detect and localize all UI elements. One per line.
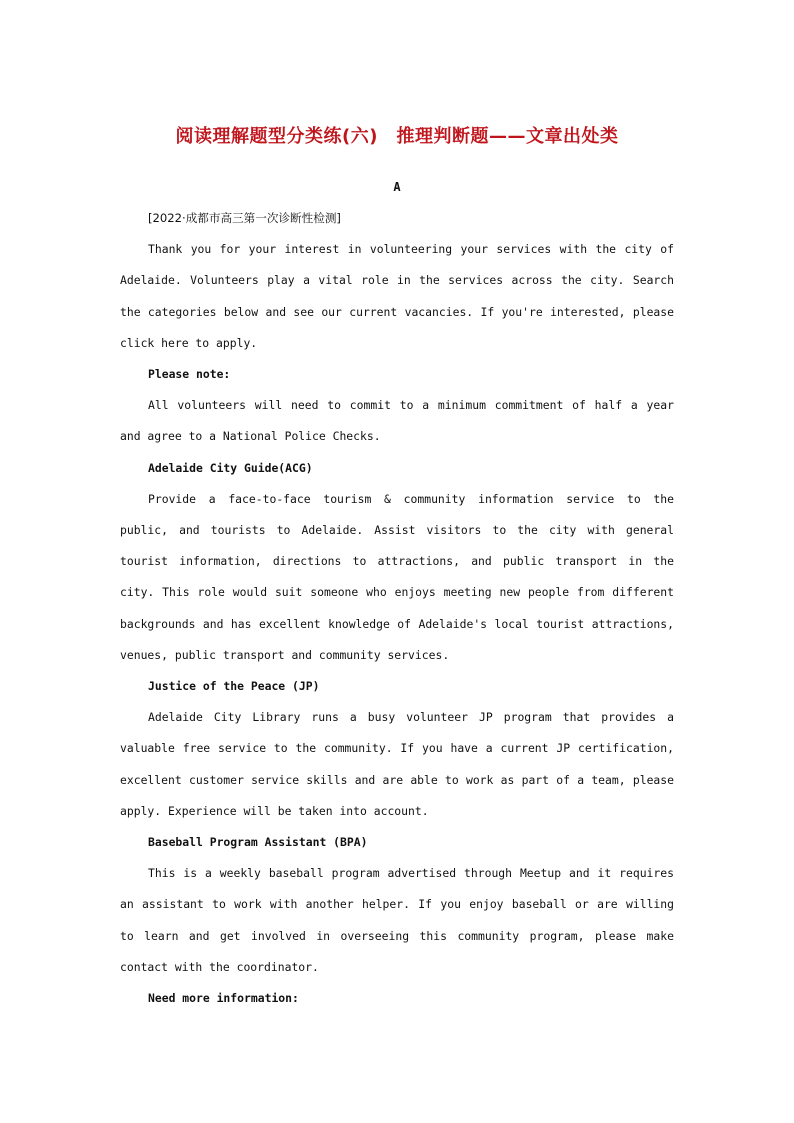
acg-heading: Adelaide City Guide(ACG) — [148, 460, 313, 475]
bpa-paragraph: This is a weekly baseball program advertised through Meetup and it requires an assistant to work with another helper. If you enjoy baseball or are willing to learn and get involved in overseeing this community program, please make contact with the coordinator. — [120, 866, 674, 974]
document-title: 阅读理解题型分类练(六) 推理判断题——文章出处类 — [175, 126, 619, 147]
acg-paragraph: Provide a face-to-face tourism & community information service to the public, and tourists to Adelaide. Assist visitors to the city with general tourist information, directions to attractions, and public transport in the city. This role would suit someone who enjoys meeting new people from different backgrounds and has excellent knowledge of Adelaide's local tourist attractions, venues, public transport and community services. — [120, 491, 674, 662]
bpa-heading: Baseball Program Assistant (BPA) — [148, 835, 368, 850]
jp-heading: Justice of the Peace (JP) — [148, 679, 320, 694]
section-letter: A — [393, 180, 401, 194]
passage-body — [120, 203, 674, 1014]
more-info-heading: Need more information: — [148, 991, 299, 1006]
note-paragraph: All volunteers will need to commit to a minimum commitment of half a year and agree to a National Police Checks. — [120, 398, 674, 444]
note-heading: Please note: — [148, 367, 231, 382]
jp-paragraph: Adelaide City Library runs a busy volunteer JP program that provides a valuable free service to the community. If you have a current JP certification, excellent customer service skills and are able to work as part of a team, please apply. Experience will be taken into account. — [120, 710, 674, 818]
source-citation: [2022·成都市高三第一次诊断性检测] — [148, 211, 341, 225]
intro-paragraph: Thank you for your interest in volunteering your services with the city of Adelaide. Volunteers play a vital role in the services across the city. Search the categories below and see our current vacancies. If you're interested, please click here to apply. — [120, 242, 674, 350]
